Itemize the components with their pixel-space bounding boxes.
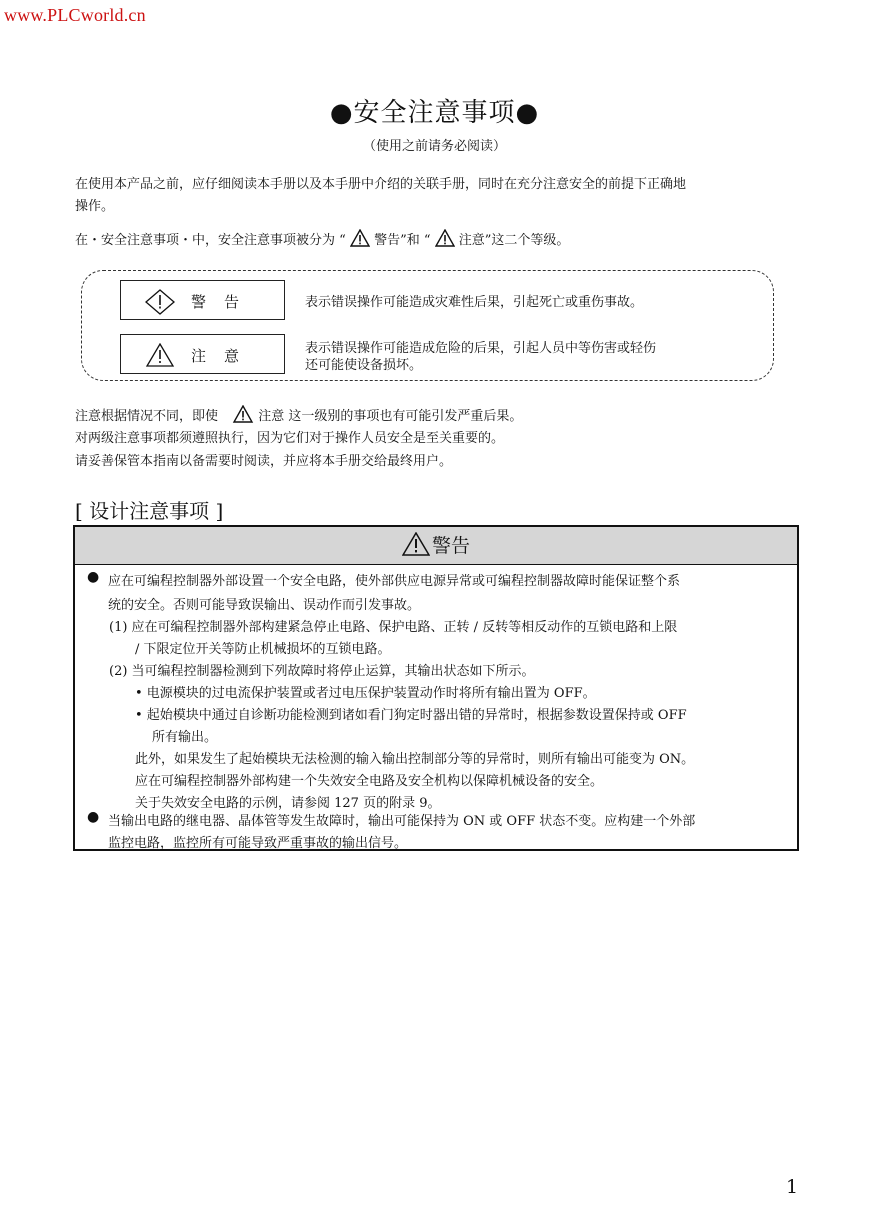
warning-line-11: 关于失效安全电路的示例，请参阅 127 页的附录 9。 — [135, 796, 441, 811]
note-line-1 — [75, 405, 805, 428]
bullet-icon: ● — [87, 809, 100, 825]
bullet-icon: ● — [87, 569, 100, 585]
warning-line-6: • 电源模块的过电流保护装置或者过电压保护装置动作时将所有输出置为 OFF。 — [135, 686, 596, 701]
intro-levels-line — [75, 229, 805, 252]
warning-line-5: (2) 当可编程控制器检测到下列故障时将停止运算，其输出状态如下所示。 — [109, 664, 535, 679]
note-line-1-pre: 注意根据情况不同，即使 — [75, 409, 219, 424]
warning-diamond-icon — [145, 289, 175, 315]
warning-line-2: 统的安全。否则可能导致误输出、误动作而引发事故。 — [108, 598, 421, 613]
watermark-text: www.PLCworld.cn — [4, 5, 146, 25]
design-warning-box — [73, 525, 799, 851]
warning-triangle-icon — [350, 229, 370, 247]
warning-level-desc: 表示错误操作可能造成灾难性后果，引起死亡或重伤事故。 — [305, 295, 644, 310]
page-number: 1 — [786, 1176, 799, 1198]
warning-line-10: 应在可编程控制器外部构建一个失效安全电路及安全机构以保障机械设备的安全。 — [135, 774, 604, 789]
warning-line-13: 监控电路，监控所有可能导致严重事故的输出信号。 — [108, 836, 408, 851]
caution-level-label: 注意 — [191, 347, 258, 365]
page-title: ●安全注意事项● — [329, 98, 540, 128]
caution-triangle-icon — [232, 405, 254, 423]
caution-level-desc-1: 表示错误操作可能造成危险的后果，引起人员中等伤害或轻伤 — [305, 341, 657, 356]
intro-line-2: 操作。 — [75, 199, 115, 214]
note-line-3: 请妥善保管本指南以备需要时阅读，并应将本手册交给最终用户。 — [75, 454, 453, 469]
levels-warning-text: 警告”和 “ — [374, 233, 431, 248]
warning-line-9: 此外，如果发生了起始模块无法检测的输入输出控制部分等的异常时，则所有输出可能变为 ON。 — [135, 752, 695, 767]
warning-level-label: 警告 — [191, 293, 258, 311]
caution-triangle-icon — [145, 343, 175, 367]
caution-level-box — [120, 334, 285, 374]
warning-box-header-label: 警告 — [431, 535, 470, 557]
caution-level-desc-2: 还可能使设备损坏。 — [305, 358, 423, 373]
warning-line-7: • 起始模块中通过自诊断功能检测到诸如看门狗定时器出错的异常时，根据参数设置保持或 OFF — [135, 708, 687, 723]
warning-box-header — [75, 527, 797, 565]
intro-line-1: 在使用本产品之前，应仔细阅读本手册以及本手册中介绍的关联手册，同时在充分注意安全的前提下正确地 — [75, 177, 687, 192]
note-line-1-post: 注意 这一级别的事项也有可能引发严重后果。 — [258, 409, 523, 424]
caution-triangle-icon — [435, 229, 455, 247]
warning-line-1: 应在可编程控制器外部设置一个安全电路，使外部供应电源异常或可编程控制器故障时能保证整个系 — [108, 574, 681, 589]
warning-line-8: 所有输出。 — [152, 730, 218, 745]
warning-line-3: (1) 应在可编程控制器外部构建紧急停止电路、保护电路、正转 / 反转等相反动作的互锁电路和上限 — [109, 620, 678, 635]
page-subtitle: （使用之前请务必阅读） — [362, 139, 506, 154]
note-line-2: 对两级注意事项都须遵照执行，因为它们对于操作人员安全是至关重要的。 — [75, 431, 505, 446]
warning-level-box — [120, 280, 285, 320]
levels-pre-text: 在・安全注意事项・中，安全注意事项被分为 “ — [75, 233, 346, 248]
levels-caution-text: 注意”这二个等级。 — [458, 233, 570, 248]
warning-line-12: 当输出电路的继电器、晶体管等发生故障时，输出可能保持为 ON 或 OFF 状态不变。应构建一个外部 — [108, 814, 696, 829]
warning-triangle-icon — [402, 532, 430, 556]
section-title: [ 设计注意事项 ] — [75, 499, 224, 523]
warning-line-4: / 下限定位开关等防止机械损坏的互锁电路。 — [135, 642, 391, 657]
